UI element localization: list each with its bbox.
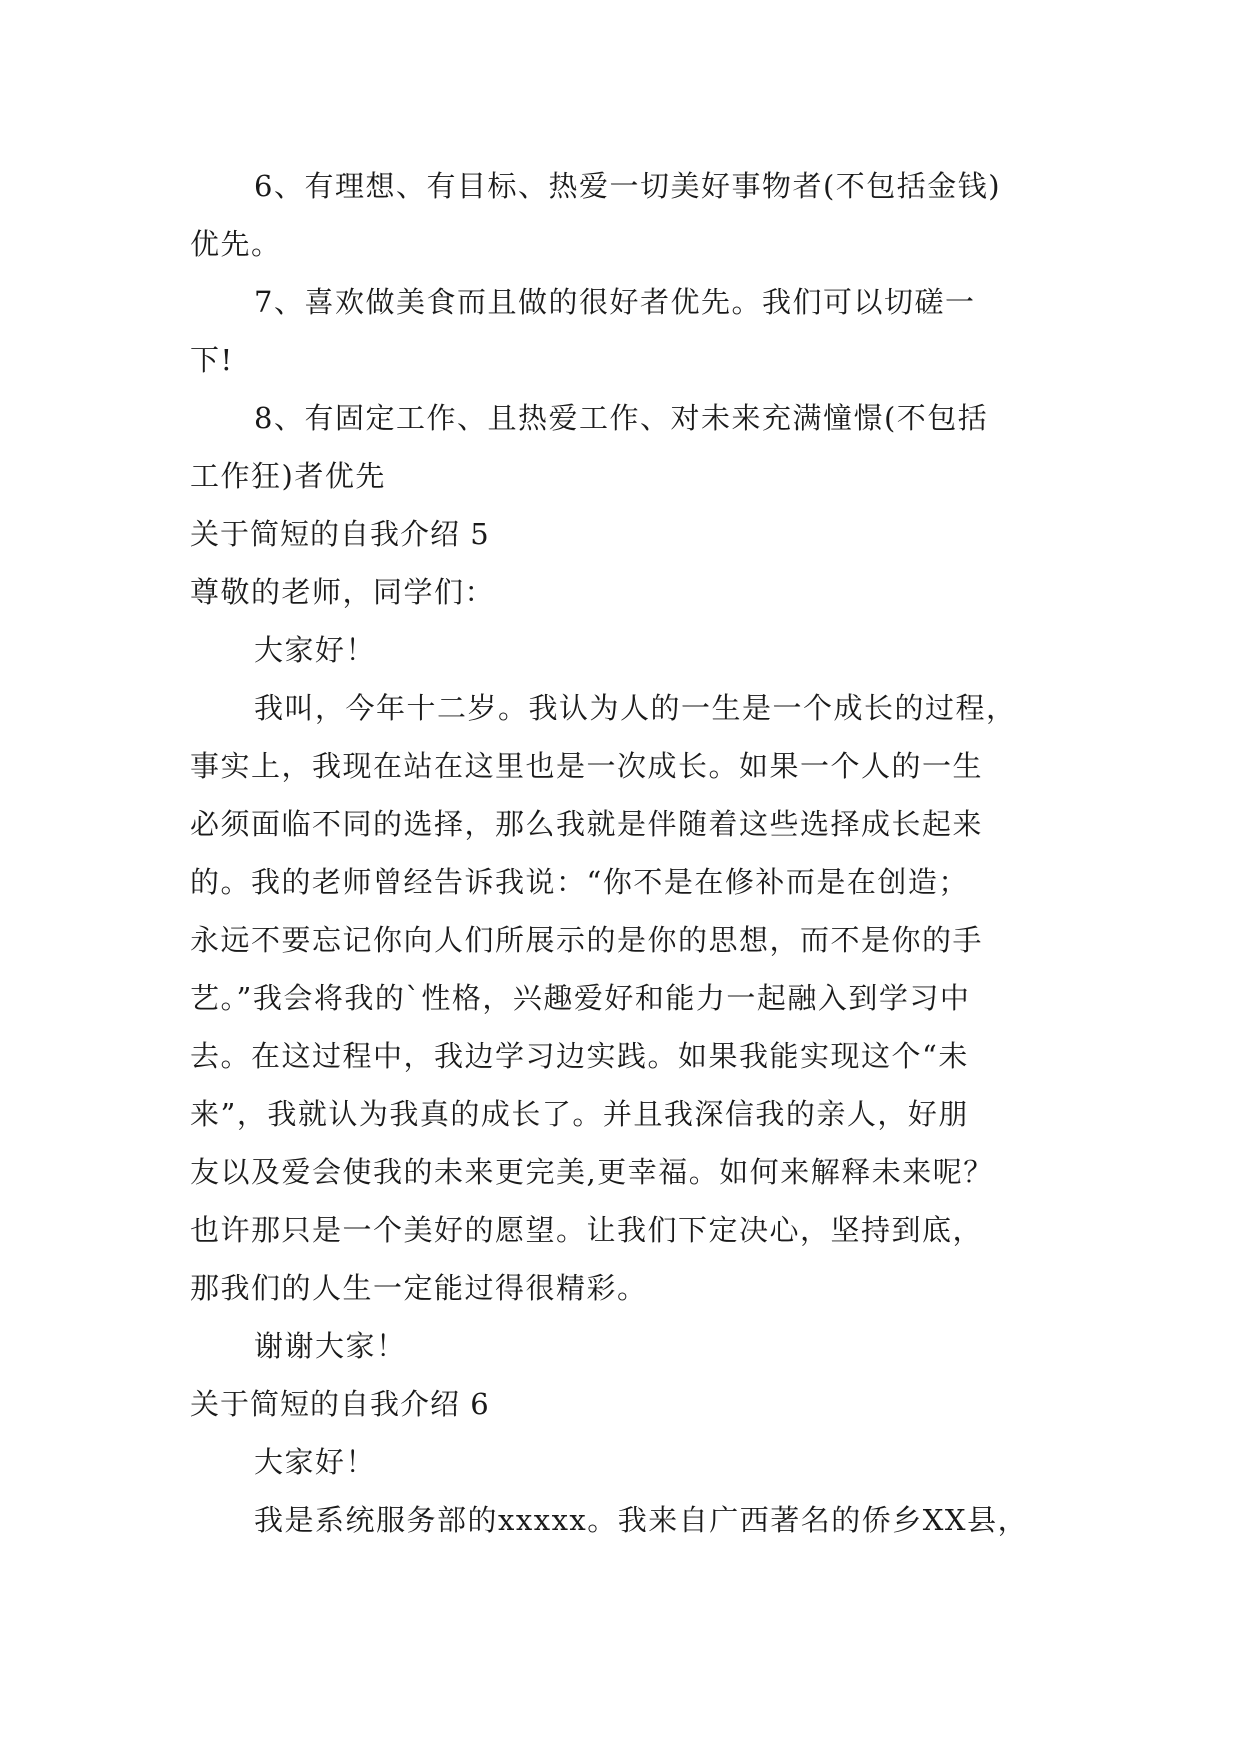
paragraph-line: 下! [190, 343, 234, 377]
paragraph-line: 8、有固定工作、且热爱工作、对未来充满憧憬(不包括 [254, 401, 989, 435]
salutation: 尊敬的老师，同学们： [190, 575, 496, 609]
paragraph-line: 工作狂)者优先 [190, 459, 386, 493]
closing-line: 谢谢大家！ [254, 1329, 407, 1363]
paragraph-line: 6、有理想、有目标、热爱一切美好事物者(不包括金钱) [254, 169, 1002, 203]
paragraph-line: 艺。”我会将我的`性格，兴趣爱好和能力一起融入到学习中 [190, 981, 971, 1015]
paragraph-line: 友以及爱会使我的未来更完美,更幸福。如何来解释未来呢？ [190, 1155, 994, 1189]
paragraph-line: 也许那只是一个美好的愿望。让我们下定决心，坚持到底， [190, 1213, 984, 1247]
section-heading: 关于简短的自我介绍 5 [190, 517, 490, 551]
section-heading: 关于简短的自我介绍 6 [190, 1387, 490, 1421]
greeting: 大家好！ [254, 633, 377, 667]
paragraph-line: 7、喜欢做美食而且做的很好者优先。我们可以切磋一 [254, 285, 976, 319]
paragraph-line: 优先。 [190, 227, 282, 261]
paragraph-line: 我叫，今年十二岁。我认为人的一生是一个成长的过程， [254, 691, 1017, 725]
paragraph-line: 那我们的人生一定能过得很精彩。 [190, 1271, 648, 1305]
paragraph-line: 来”，我就认为我真的成长了。并且我深信我的亲人，好朋 [190, 1097, 969, 1131]
paragraph-line: 的。我的老师曾经告诉我说：“你不是在修补而是在创造； [190, 865, 969, 899]
paragraph-line: 永远不要忘记你向人们所展示的是你的思想，而不是你的手 [190, 923, 984, 957]
paragraph-line: 我是系统服务部的xxxxx。我来自广西著名的侨乡XX县， [254, 1503, 1029, 1537]
greeting: 大家好！ [254, 1445, 377, 1479]
paragraph-line: 必须面临不同的选择，那么我就是伴随着这些选择成长起来 [190, 807, 984, 841]
paragraph-line: 去。在这过程中，我边学习边实践。如果我能实现这个“未 [190, 1039, 969, 1073]
paragraph-line: 事实上，我现在站在这里也是一次成长。如果一个人的一生 [190, 749, 984, 783]
